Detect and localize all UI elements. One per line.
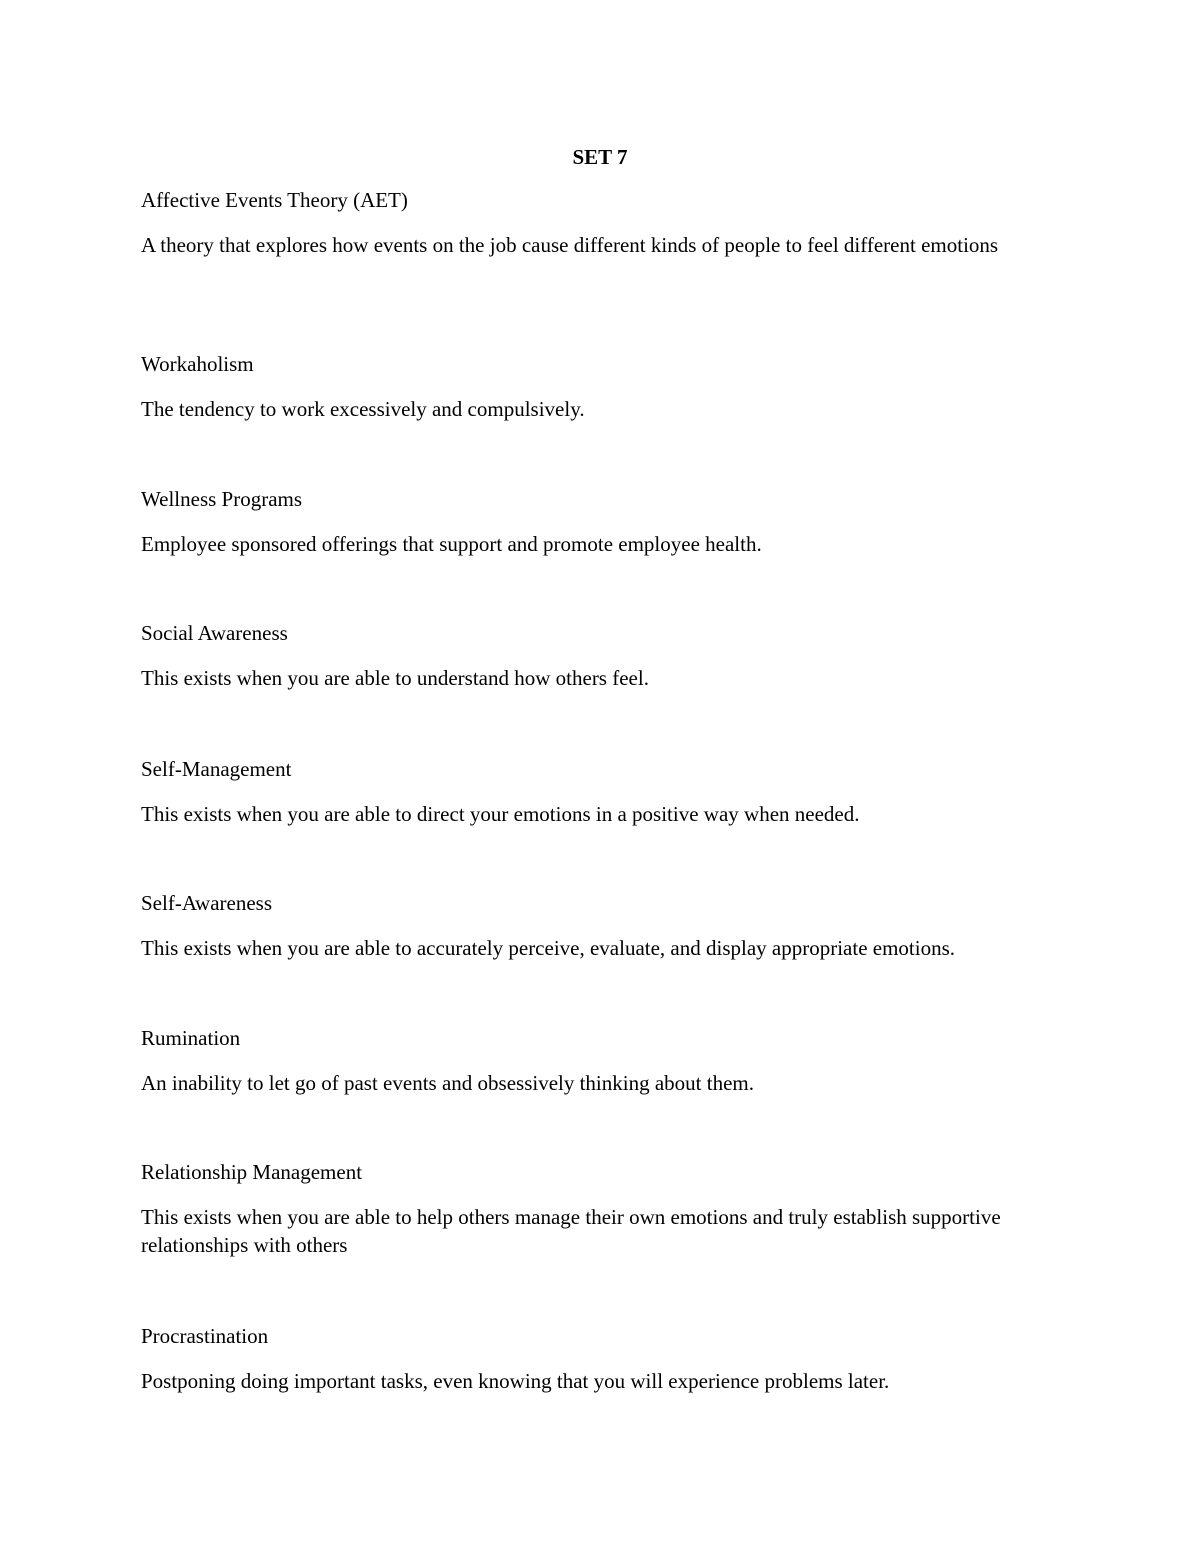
glossary-entry: [141, 1024, 1081, 1097]
entry-definition: This exists when you are able to help others manage their own emotions and truly establish supportive relationships with others: [141, 1205, 1001, 1257]
entry-term: Affective Events Theory (AET): [141, 188, 408, 212]
glossary-entry: [141, 1158, 1081, 1259]
entry-definition: This exists when you are able to accurately perceive, evaluate, and display appropriate emotions.: [141, 936, 956, 960]
glossary-entry: [141, 350, 1081, 423]
page-title: SET 7: [572, 145, 628, 169]
glossary-entry: [141, 1322, 1081, 1395]
entry-term: Rumination: [141, 1026, 241, 1050]
glossary-entry: [141, 485, 1081, 558]
entry-term: Procrastination: [141, 1324, 269, 1348]
entry-term: Workaholism: [141, 352, 254, 376]
entry-definition: Postponing doing important tasks, even knowing that you will experience problems later.: [141, 1369, 890, 1393]
glossary-entry: [141, 889, 1081, 962]
glossary-entry: [141, 755, 1081, 828]
entry-term: Wellness Programs: [141, 487, 303, 511]
entry-definition: A theory that explores how events on the job cause different kinds of people to feel different emotions: [141, 233, 999, 257]
entry-term: Self-Awareness: [141, 891, 273, 915]
entry-definition: Employee sponsored offerings that support and promote employee health.: [141, 532, 762, 556]
entry-definition: This exists when you are able to understand how others feel.: [141, 666, 649, 690]
glossary-entry: [141, 619, 1081, 692]
entry-definition: An inability to let go of past events and obsessively thinking about them.: [141, 1071, 754, 1095]
entry-term: Relationship Management: [141, 1160, 363, 1184]
entry-definition: The tendency to work excessively and compulsively.: [141, 397, 585, 421]
entry-term: Self-Management: [141, 757, 292, 781]
entry-definition: This exists when you are able to direct your emotions in a positive way when needed.: [141, 802, 860, 826]
glossary-entry: [141, 186, 1081, 259]
entry-term: Social Awareness: [141, 621, 288, 645]
